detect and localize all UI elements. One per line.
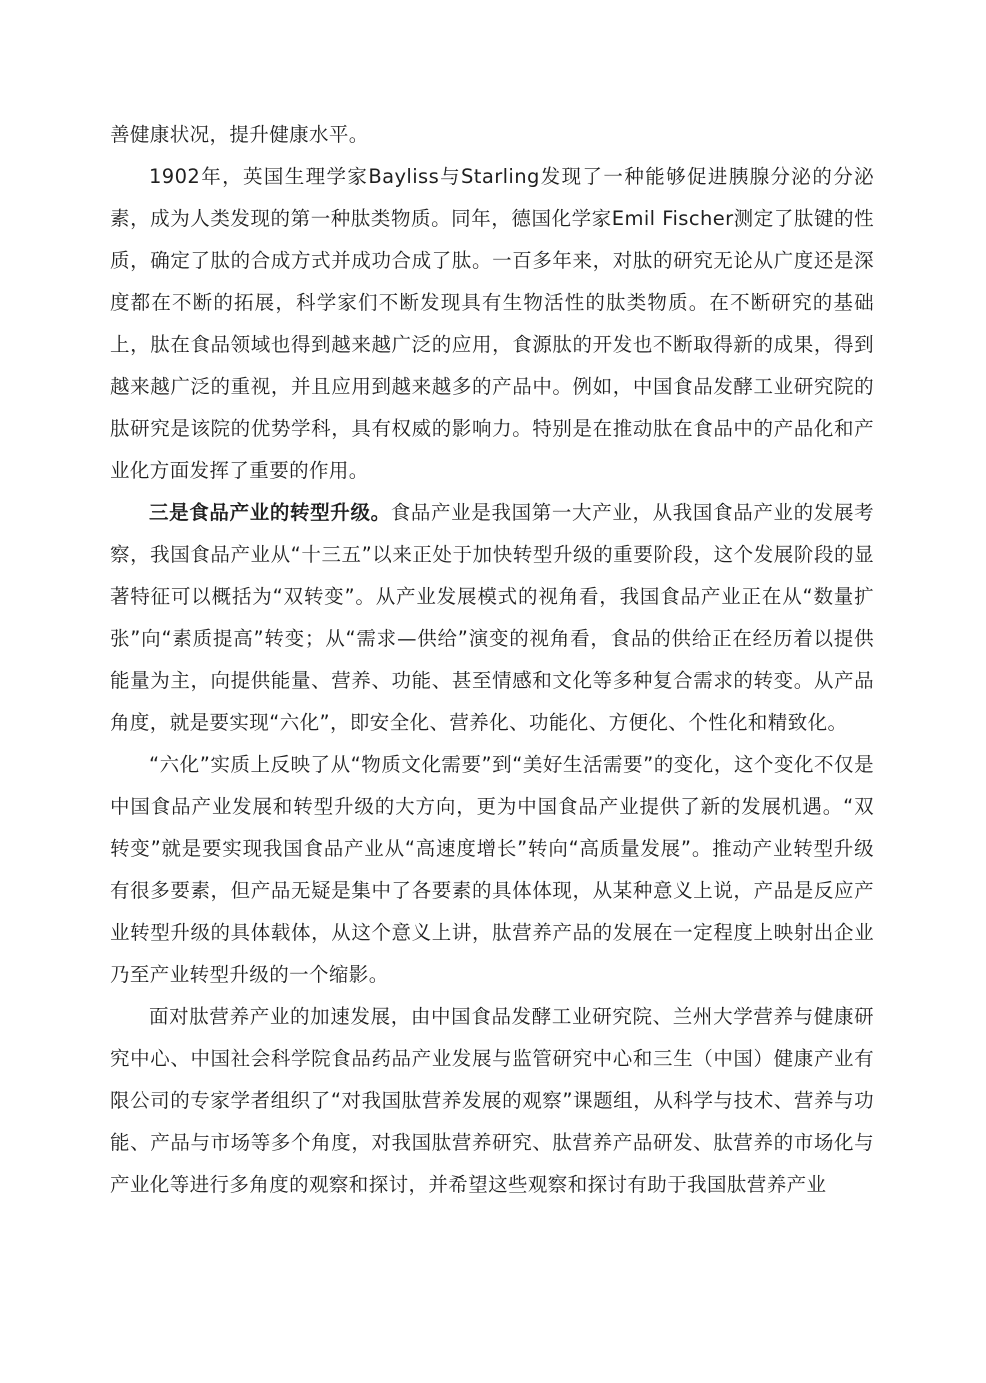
paragraph-lead-heading: 三是食品产业的转型升级。 [149,501,391,524]
paragraph-text: 食品产业是我国第一大产业，从我国食品产业的发展考察，我国食品产业从“十三五”以来正处于加快转型升级的重要阶段，这个发展阶段的显著特征可以概括为“双转变”。从产业发展模式的视角看，我国食品产业正在从“数量扩张”向“素质提高”转变；从“需求—供给”演变的视角看，食品的供给正在经历着以提供能量为主，向提供能量、营养、功能、甚至情感和文化等多种复合需求的转变。从产品角度，就是要实现“六化”，即安全化、营养化、功能化、方便化、个性化和精致化。 [110,501,874,734]
paragraph-text: 面对肽营养产业的加速发展，由中国食品发酵工业研究院、兰州大学营养与健康研究中心、中国社会科学院食品药品产业发展与监管研究中心和三生（中国）健康产业有限公司的专家学者组织了“对我国肽营养发展的观察”课题组，从科学与技术、营养与功能、产品与市场等多个角度，对我国肽营养研究、肽营养产品研发、肽营养的市场化与产业化等进行多角度的观察和探讨，并希望这些观察和探讨有助于我国肽营养产业 [110,1005,874,1196]
paragraph-peptide-history [110,156,874,492]
paragraph-text: 1902年，英国生理学家Bayliss与Starling发现了一种能够促进胰腺分泌的分泌素，成为人类发现的第一种肽类物质。同年，德国化学家Emil Fischer测定了肽键的性质，确定了肽的合成方式并成功合成了肽。一百多年来，对肽的研究无论从广度还是深度都在不断的拓展，科学家们不断发现具有生物活性的肽类物质。在不断研究的基础上，肽在食品领域也得到越来越广泛的应用，食源肽的开发也不断取得新的成果，得到越来越广泛的重视，并且应用到越来越多的产品中。例如，中国食品发酵工业研究院的肽研究是该院的优势学科，具有权威的影响力。特别是在推动肽在食品中的产品化和产业化方面发挥了重要的作用。 [110,165,874,482]
paragraph-industry-transformation [110,492,874,744]
paragraph-text: “六化”实质上反映了从“物质文化需要”到“美好生活需要”的变化，这个变化不仅是中国食品产业发展和转型升级的大方向，更为中国食品产业提供了新的发展机遇。“双转变”就是要实现我国食品产业从“高速度增长”转向“高质量发展”。推动产业转型升级有很多要素，但产品无疑是集中了各要素的具体体现，从某种意义上说，产品是反应产业转型升级的具体载体，从这个意义上讲，肽营养产品的发展在一定程度上映射出企业乃至产业转型升级的一个缩影。 [110,753,874,986]
paragraph-continuation [110,114,874,156]
document-page [110,114,874,1206]
paragraph-text: 善健康状况，提升健康水平。 [110,123,369,146]
paragraph-research-group [110,996,874,1206]
paragraph-six-transformations [110,744,874,996]
